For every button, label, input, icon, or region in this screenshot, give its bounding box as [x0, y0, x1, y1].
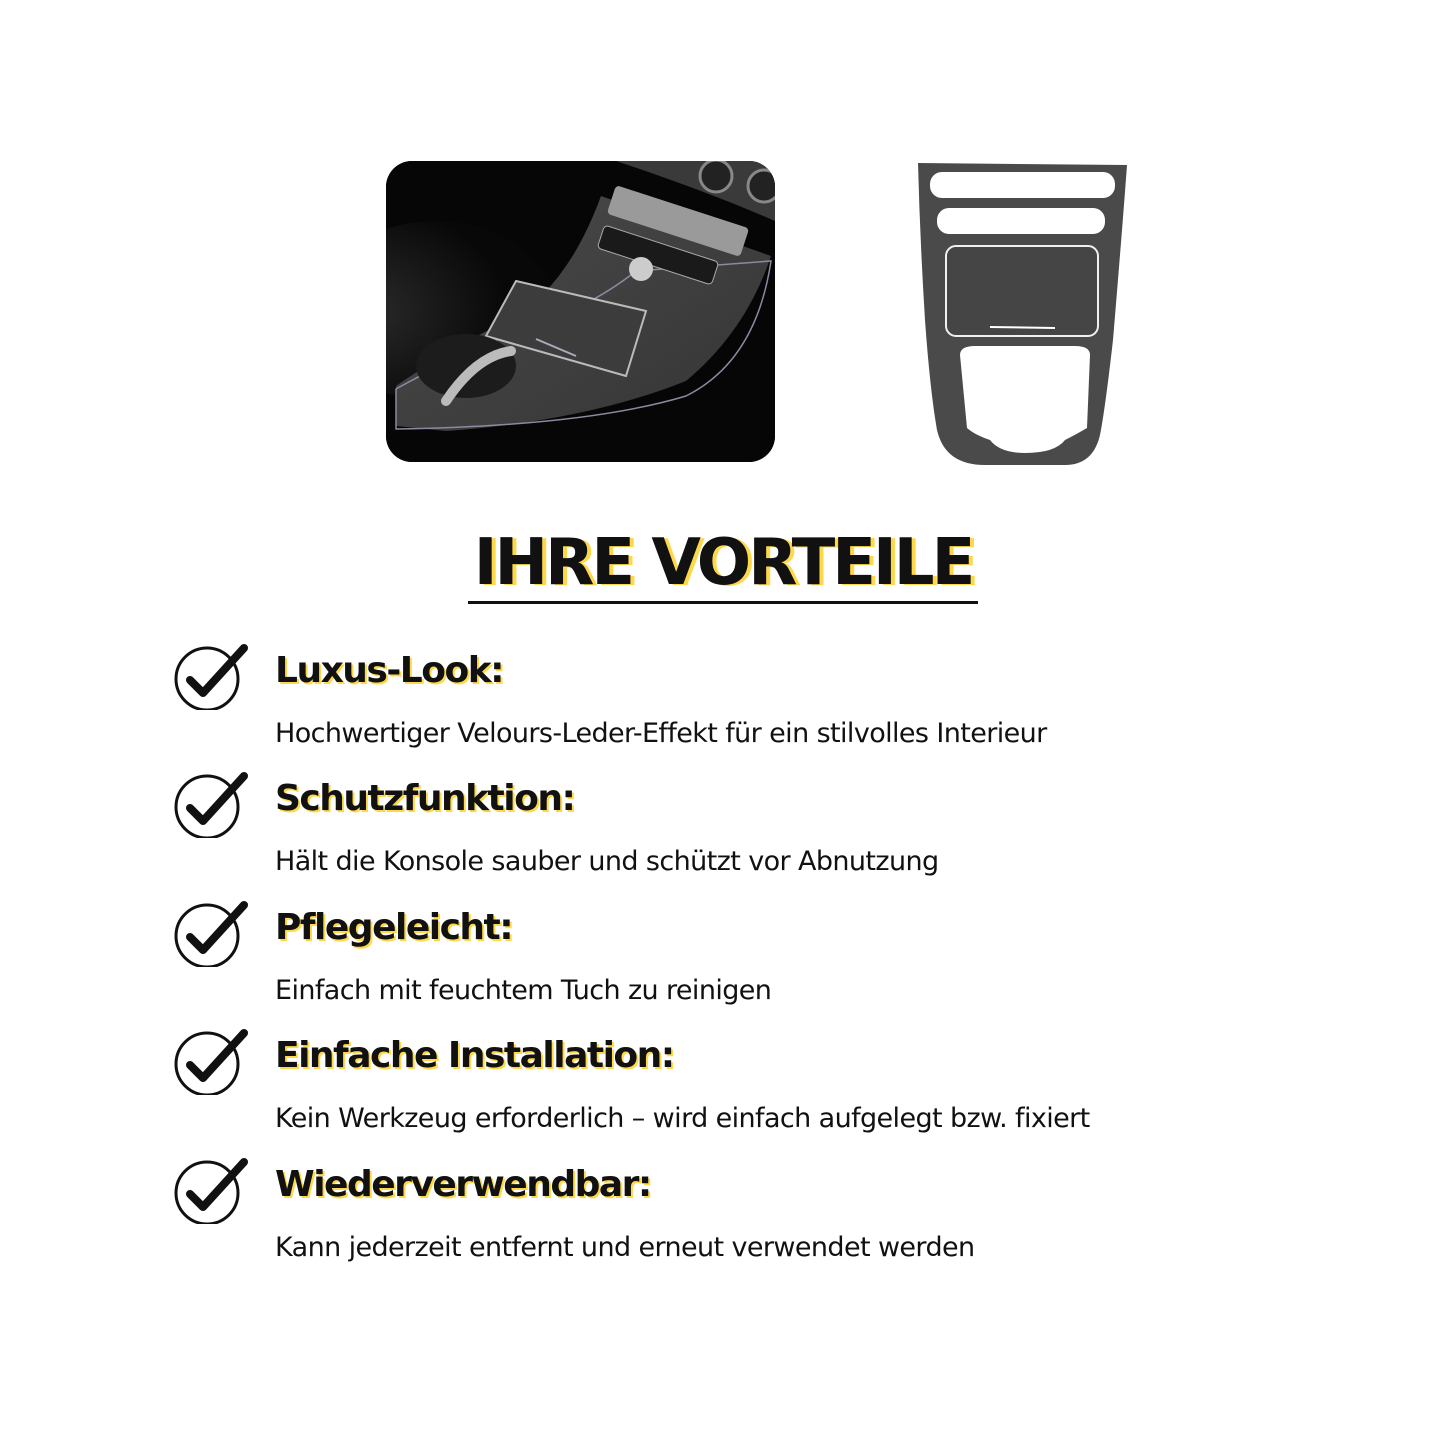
- cover-panel-image: [915, 160, 1131, 468]
- console-photo-illustration: [386, 161, 775, 462]
- benefit-title: Luxus-Look:: [275, 650, 504, 691]
- check-circle-icon: [170, 640, 250, 710]
- check-circle-icon: [170, 768, 250, 838]
- benefit-description: Kann jederzeit entfernt und erneut verwendet werden: [275, 1232, 975, 1263]
- benefit-title: Einfache Installation:: [275, 1035, 674, 1076]
- check-circle-icon: [170, 897, 250, 967]
- cover-panel-illustration: [915, 160, 1131, 468]
- benefit-description: Hält die Konsole sauber und schützt vor Abnutzung: [275, 846, 939, 877]
- benefit-item-wiederverwendbar: [170, 1148, 1320, 1276]
- page-title: IHRE VORTEILE: [473, 526, 973, 600]
- title-underline: [468, 601, 978, 604]
- benefit-item-luxus-look: [170, 634, 1320, 762]
- benefit-description: Einfach mit feuchtem Tuch zu reinigen: [275, 975, 772, 1006]
- benefit-title: Schutzfunktion:: [275, 778, 575, 819]
- benefit-title: Pflegeleicht:: [275, 907, 513, 948]
- benefit-item-einfache-installation: [170, 1019, 1320, 1147]
- section-heading: [468, 528, 978, 608]
- benefit-description: Hochwertiger Velours-Leder-Effekt für ein stilvolles Interieur: [275, 718, 1047, 749]
- benefit-title: Wiederverwendbar:: [275, 1164, 651, 1205]
- benefit-item-pflegeleicht: [170, 891, 1320, 1019]
- check-circle-icon: [170, 1025, 250, 1095]
- benefit-item-schutzfunktion: [170, 762, 1320, 890]
- check-circle-icon: [170, 1154, 250, 1224]
- console-photo: [386, 161, 775, 462]
- benefit-description: Kein Werkzeug erforderlich – wird einfach aufgelegt bzw. fixiert: [275, 1103, 1090, 1134]
